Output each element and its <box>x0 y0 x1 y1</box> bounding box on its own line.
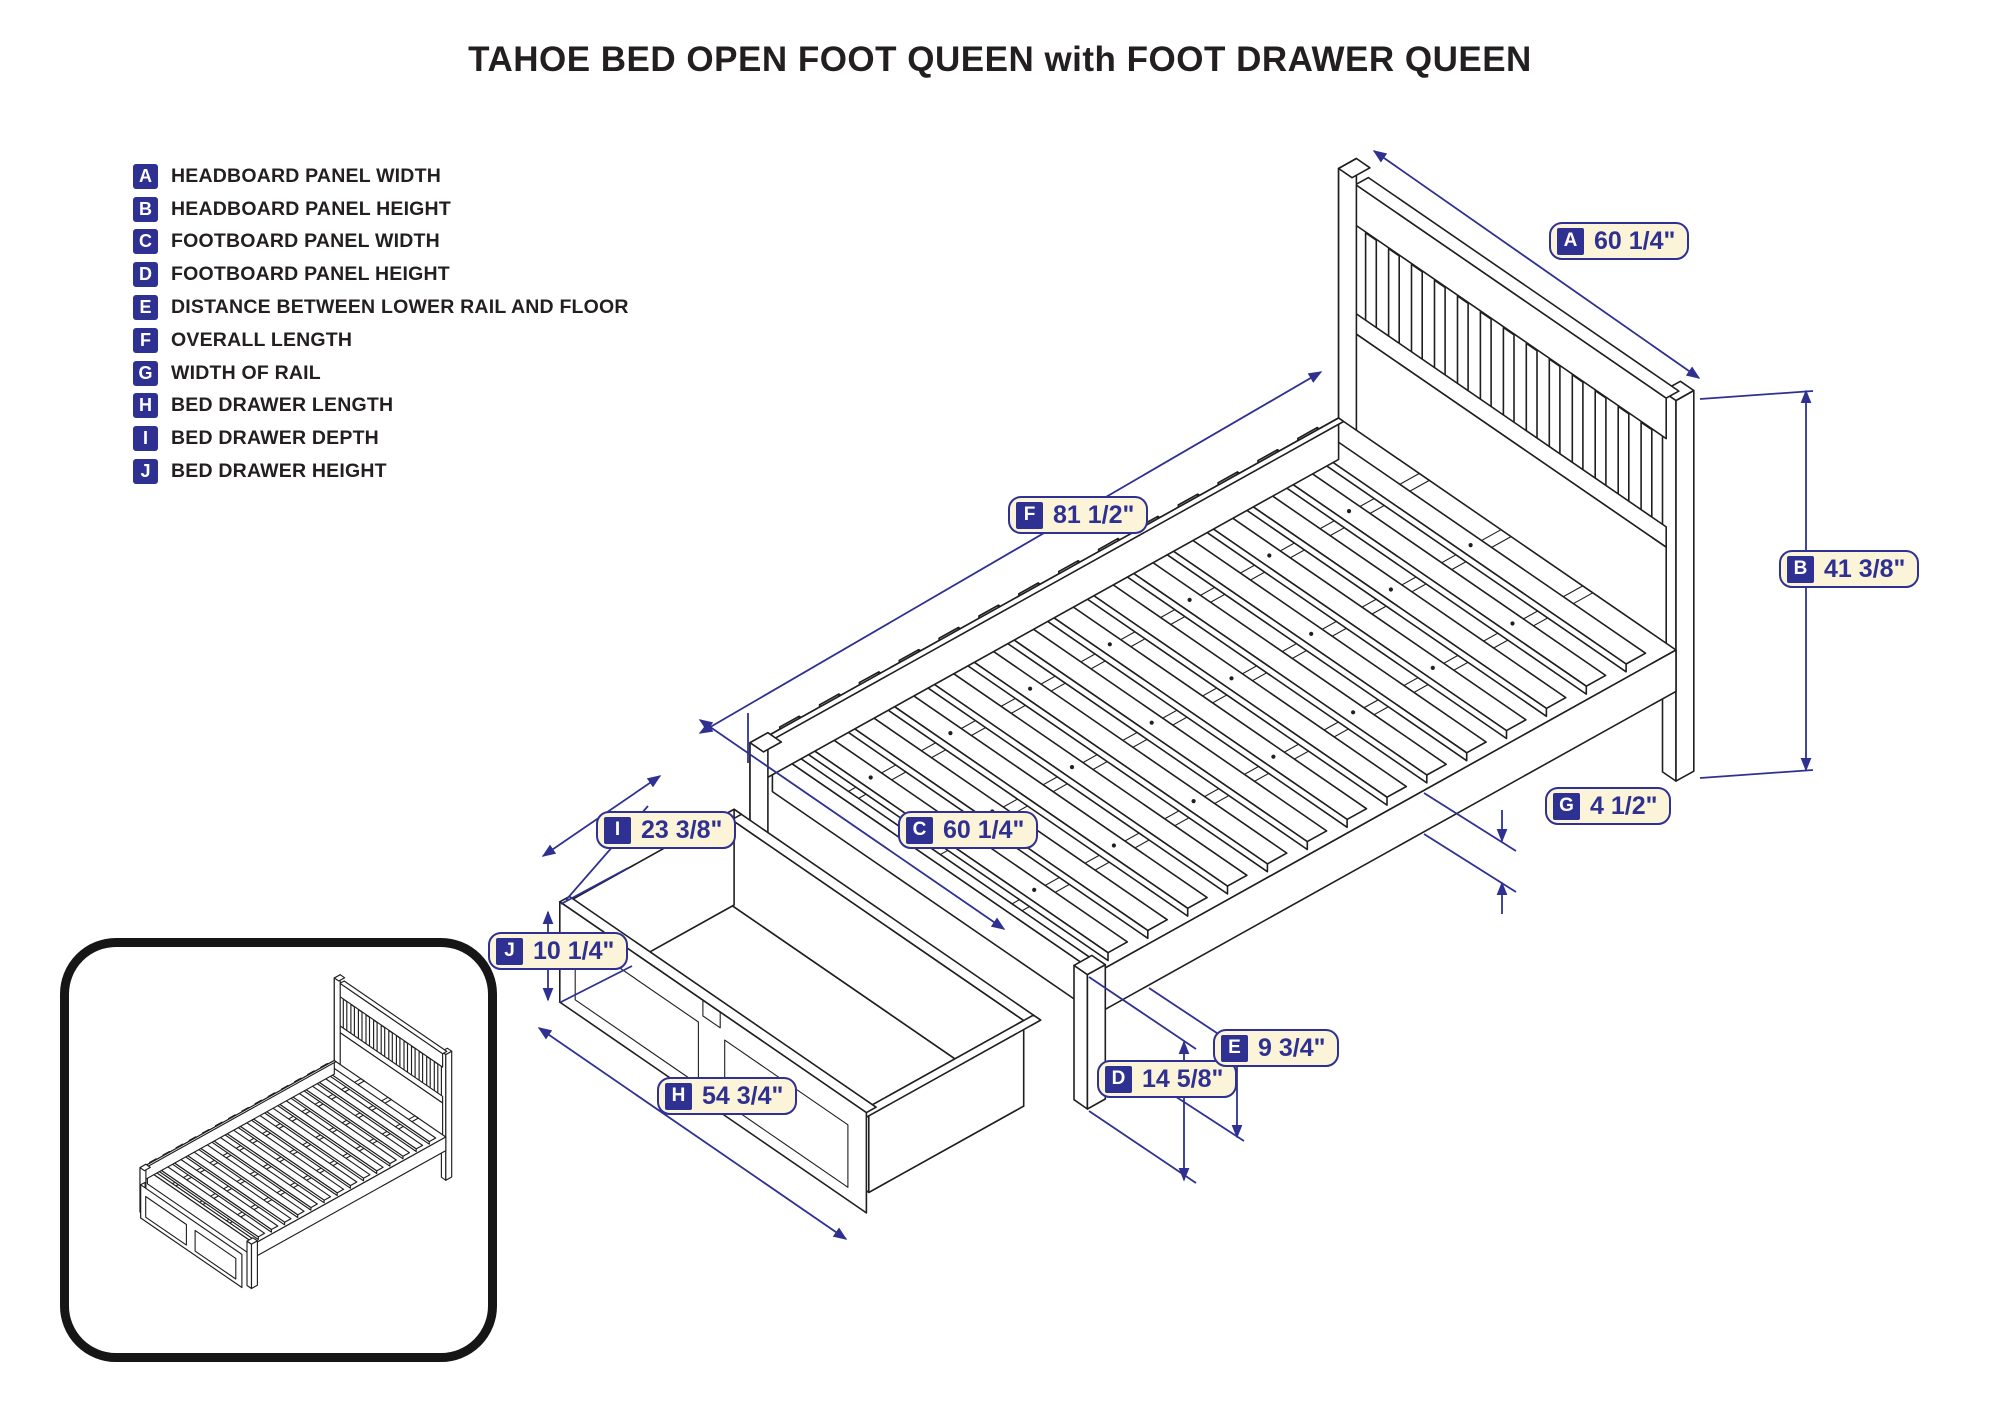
dim-value: 10 1/4" <box>533 936 615 965</box>
dim-letter: E <box>1221 1035 1248 1062</box>
dim-callout-drawer-length <box>657 1077 797 1115</box>
legend-letter-badge: G <box>133 361 158 386</box>
dim-letter: I <box>604 817 631 844</box>
dim-callout-drawer-height <box>488 932 628 970</box>
dim-value: 9 3/4" <box>1258 1033 1326 1062</box>
dim-letter: J <box>496 938 523 965</box>
legend-letter-badge: E <box>133 295 158 320</box>
legend-label: BED DRAWER LENGTH <box>171 394 394 417</box>
dim-value: 4 1/2" <box>1590 791 1658 820</box>
dim-value: 60 1/4" <box>943 815 1025 844</box>
dim-letter: G <box>1553 793 1580 820</box>
legend-label: OVERALL LENGTH <box>171 328 353 351</box>
legend-letter-badge: J <box>133 459 158 484</box>
dim-letter: F <box>1016 502 1043 529</box>
dim-callout-rail-floor-distance <box>1213 1029 1339 1067</box>
legend-label: HEADBOARD PANEL HEIGHT <box>171 197 451 220</box>
dim-letter: H <box>665 1083 692 1110</box>
dim-value: 60 1/4" <box>1594 226 1676 255</box>
dim-callout-headboard-height <box>1779 550 1919 588</box>
legend-letter-badge: F <box>133 328 158 353</box>
legend-letter-badge: I <box>133 426 158 451</box>
dim-value: 14 5/8" <box>1142 1064 1224 1093</box>
dim-callout-overall-length <box>1008 496 1148 534</box>
dim-value: 41 3/8" <box>1824 554 1906 583</box>
page-title: TAHOE BED OPEN FOOT QUEEN with FOOT DRAWER QUEEN <box>468 40 1532 79</box>
dim-value: 81 1/2" <box>1053 500 1135 529</box>
legend-letter-badge: H <box>133 393 158 418</box>
legend-label: FOOTBOARD PANEL HEIGHT <box>171 263 450 286</box>
bed-exploded-drawing <box>560 159 1694 1213</box>
dim-callout-footboard-height <box>1097 1060 1237 1098</box>
legend-label: HEADBOARD PANEL WIDTH <box>171 164 441 187</box>
legend-label: DISTANCE BETWEEN LOWER RAIL AND FLOOR <box>171 296 629 319</box>
dim-callout-rail-width <box>1545 787 1671 825</box>
dim-letter: B <box>1787 556 1814 583</box>
legend-letter-badge: B <box>133 197 158 222</box>
dim-letter: C <box>906 817 933 844</box>
dim-value: 23 3/8" <box>641 815 723 844</box>
legend-letter-badge: D <box>133 262 158 287</box>
bed-thumbnail-drawing <box>140 975 452 1289</box>
dim-letter: D <box>1105 1066 1132 1093</box>
legend-label: BED DRAWER DEPTH <box>171 427 379 450</box>
dim-callout-footboard-width <box>898 811 1038 849</box>
dim-letter: A <box>1557 228 1584 255</box>
legend-letter-badge: A <box>133 164 158 189</box>
legend-label: BED DRAWER HEIGHT <box>171 460 387 483</box>
legend-label: WIDTH OF RAIL <box>171 361 321 384</box>
dim-callout-drawer-depth <box>596 811 736 849</box>
dim-callout-headboard-width <box>1549 222 1689 260</box>
legend-label: FOOTBOARD PANEL WIDTH <box>171 230 440 253</box>
legend-letter-badge: C <box>133 229 158 254</box>
dim-value: 54 3/4" <box>702 1081 784 1110</box>
